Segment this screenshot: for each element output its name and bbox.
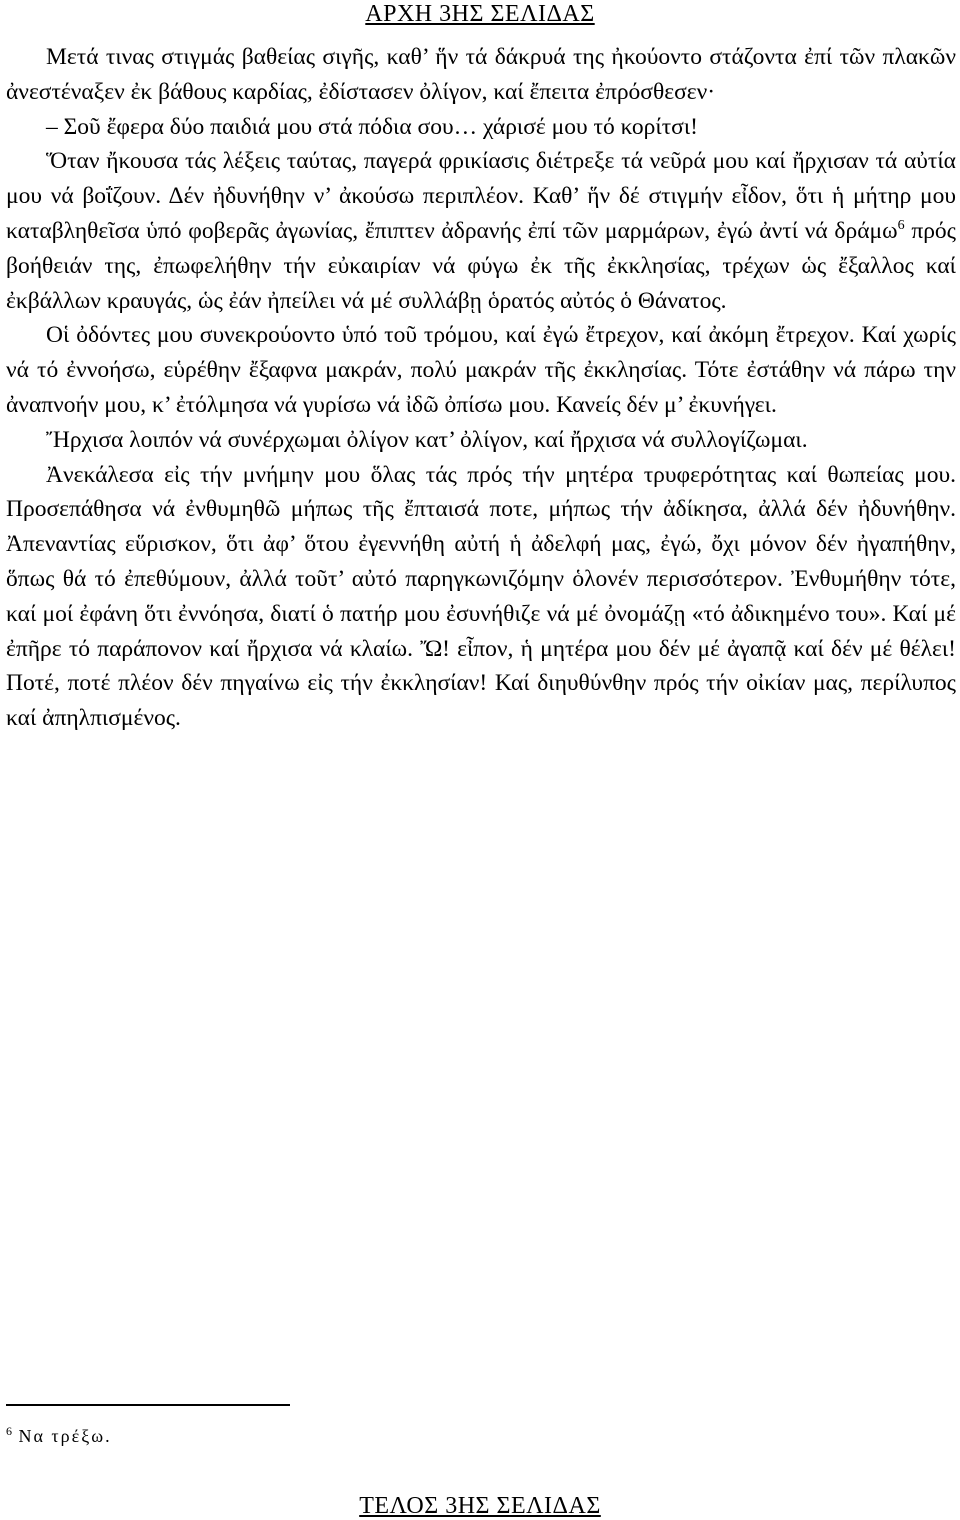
paragraph-1: Μετά τινας στιγμάς βαθείας σιγῆς, καθ’ ἥν τά δάκρυά της ἠκούοντο στάζοντα ἐπί τῶν πλακῶν ἀνεστέναξεν ἐκ βάθους καρδίας, ἐδίστασεν ὀλίγον, καί ἔπειτα ἐπρόσθεσεν· xyxy=(6,44,956,105)
paragraph-6: Ἀνεκάλεσα εἰς τήν μνήμην μου ὅλας τάς πρός τήν μητέρα τρυφερότητας καί θωπείας μου. Προσεπάθησα νά ἐνθυμηθῶ μήπως τῆς ἔπταισά ποτε, μήπως τήν ἀδίκησα, ἀλλά δέν ἠδυνήθην. Ἀπεναντίας εὕρισκον, ὅτι ἀφ’ ὅτου ἐγεννήθη αὐτή ἡ ἀδελφή μας, ἐγώ, ὄχι μόνον δέν ἠγαπήθην, ὅπως θά τό ἐπεθύμουν, ἀλλά τοῦτ’ αὐτό παρηγκωνιζόμην ὁλονέν περισσότερον. Ἐνθυμήθην τότε, καί μοί ἐφάνη ὅτι ἐννόησα, διατί ὁ πατήρ μου ἐσυνήθιζε νά μέ ὀνομάζῃ «τό ἀδικημένο του». Καί μέ ἐπῆρε τό παράπονον καί ἤρχισα νά κλαίω. Ὤ! εἶπον, ἡ μητέρα μου δέν μέ ἀγαπᾷ καί δέν μέ θέλει! Ποτέ, ποτέ πλέον δέν πηγαίνω εἰς τήν ἐκκλησίαν! Καί διηυθύνθην πρός τήν οἰκίαν μας, περίλυπος καί ἀπηλπισμένος. xyxy=(6,461,956,732)
paragraph-3-text-a: Ὅταν ἤκουσα τάς λέξεις ταύτας, παγερά φρικίασις διέτρεξε τά νεῦρά μου καί ἤρχισαν τά αὐτία μου νά βοΐζουν. Δέν ἠδυνήθην ν’ ἀκούσω περιπλέον. Καθ’ ἥν δέ στιγμήν εἶδον, ὅτι ἡ μήτηρ μου καταβληθεῖσα ὑπό φοβερᾶς ἀγωνίας, ἔπιπτεν ἀδρανής ἐπί τῶν μαρμάρων, ἐγώ ἀντί νά δράμω xyxy=(6,148,956,244)
footnote-text: Να τρέξω. xyxy=(18,1426,112,1446)
paragraph-5: Ἤρχισα λοιπόν νά συνέρχωμαι ὀλίγον κατ’ ὀλίγον, καί ἤρχισα νά συλλογίζωμαι. xyxy=(46,426,808,453)
paragraph-4: Οἱ ὀδόντες μου συνεκρούοντο ὑπό τοῦ τρόμου, καί ἐγώ ἔτρεχον, καί ἀκόμη ἔτρεχον. Καί χωρίς νά τό ἐννοήσω, εὑρέθην ἔξαφνα μακράν, πολύ μακράν τῆς ἐκκλησίας. Τότε ἐστάθην νά πάρω την ἀναπνοήν μου, κ’ ἐτόλμησα νά γυρίσω νά ἰδῶ ὀπίσω μου. Κανείς δέν μ’ ἐκυνήγει. xyxy=(6,322,956,418)
footnote-number: 6 xyxy=(6,1424,12,1438)
footnote-reference[interactable]: 6 xyxy=(897,218,905,234)
page-header-title: ΑΡΧΗ 3ΗΣ ΣΕΛΙΔΑΣ xyxy=(365,1,595,27)
footnote xyxy=(6,1424,112,1448)
paragraph-3-text-b: πρός βοήθειάν της, ἐπωφελήθην τήν εὐκαιρίαν νά φύγω ἐκ τῆς ἐκκλησίας, τρέχων ὡς ἔξαλλος καί ἐκβάλλων κραυγάς, ὡς ἐάν ἠπείλει νά μέ συλλάβῃ ὁρατός αὐτός ὁ Θάνατος. xyxy=(6,217,956,314)
footnote-divider xyxy=(6,1404,290,1406)
page-footer-title: ΤΕΛΟΣ 3ΗΣ ΣΕΛΙΔΑΣ xyxy=(359,1493,601,1519)
paragraph-2-dialogue: – Σοῦ ἔφερα δύο παιδιά μου στά πόδια σου… χάρισέ μου τό κορίτσι! xyxy=(46,113,698,140)
paragraph-3 xyxy=(6,144,956,318)
body-text xyxy=(6,40,956,736)
